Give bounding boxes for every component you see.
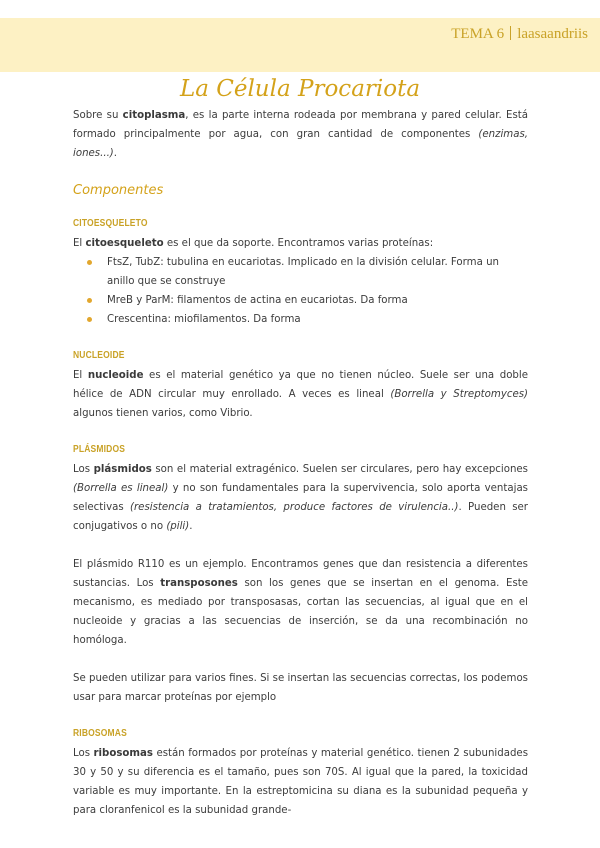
bullet-icon bbox=[87, 260, 92, 265]
bullet-icon bbox=[87, 298, 92, 303]
protein-list bbox=[73, 253, 528, 329]
intro-paragraph: Sobre su citoplasma, es la parte interna rodeada por membrana y pared celular. Está formado principalmente por agua, con gran cantidad de componentes (enzimas, iones...). bbox=[73, 110, 528, 159]
header-divider bbox=[510, 26, 511, 40]
document-body bbox=[73, 106, 528, 820]
subheading-citoesqueleto: CITOESQUELETO bbox=[73, 218, 148, 229]
plasmidos-paragraph: Los plásmidos son el material extragénico. Suelen ser circulares, pero hay excepciones (Borrella es lineal) y no son fundamentales para la supervivencia, solo aporta ventajas selectivas (resistencia a tratamientos, produce factores de virulencia..). Pueden ser conjugativos o no (pili). bbox=[73, 464, 528, 532]
author-label: laasaandriis bbox=[517, 26, 588, 42]
topic-label: TEMA 6 bbox=[451, 26, 505, 42]
page-header bbox=[451, 26, 588, 43]
nucleoide-paragraph: El nucleoide es el material genético ya que no tienen núcleo. Suele ser una doble hélice de ADN circular muy enrollado. A veces es lineal (Borrella y Streptomyces) algunos tienen varios, como Vibrio. bbox=[73, 370, 528, 419]
plasmidos-usos-paragraph: Se pueden utilizar para varios fines. Si se insertan las secuencias correctas, los podemos usar para marcar proteínas por ejemplo bbox=[73, 673, 528, 703]
list-item: Crescentina: miofilamentos. Da forma bbox=[107, 310, 528, 329]
list-item: MreB y ParM: filamentos de actina en eucariotas. Da forma bbox=[107, 291, 528, 310]
plasmido-r110-paragraph: El plásmido R110 es un ejemplo. Encontramos genes que dan resistencia a diferentes sustancias. Los transposones son los genes que se insertan en el genoma. Este mecanismo, es mediado por transposasas, cortan las secuencias, al igual que en el nucleoide y gracias a las secuencias de inserción, se da una recombinación no homóloga. bbox=[73, 559, 529, 646]
bullet-icon bbox=[87, 317, 92, 322]
page-title: La Célula Procariota bbox=[179, 76, 421, 102]
section-heading-componentes: Componentes bbox=[73, 183, 164, 198]
list-item: FtsZ, TubZ: tubulina en eucariotas. Implicado en la división celular. Forma un anillo que se construye bbox=[107, 253, 528, 291]
ribosomas-paragraph: Los ribosomas están formados por proteínas y material genético. tienen 2 subunidades 30 y 50 y su diferencia es el tamaño, pues son 70S. Al igual que la pared, la toxicidad variable es muy importante. En la estreptomicina su diana es la subunidad pequeña y para cloranfenicol es la subunidad grande- bbox=[73, 748, 528, 816]
citoesqueleto-paragraph: El citoesqueleto es el que da soporte. Encontramos varias proteínas: bbox=[73, 238, 434, 249]
subheading-nucleoide: NUCLEOIDE bbox=[73, 350, 125, 361]
subheading-ribosomas: RIBOSOMAS bbox=[73, 728, 127, 739]
subheading-plasmidos: PLÁSMIDOS bbox=[73, 444, 126, 455]
